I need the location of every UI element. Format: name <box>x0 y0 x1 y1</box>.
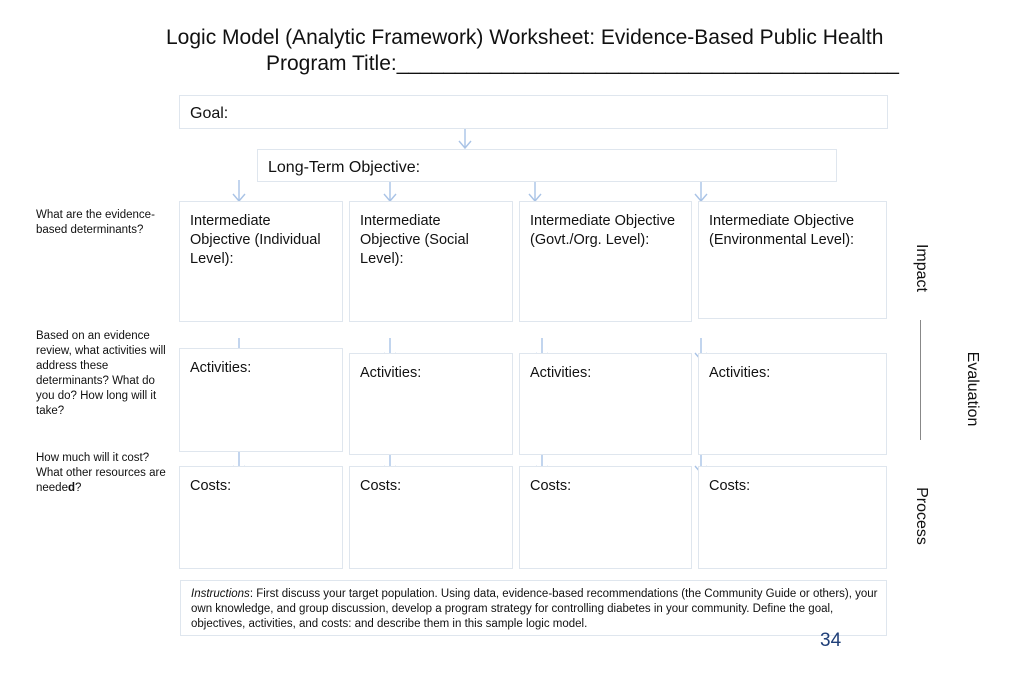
activities-box-environmental[interactable] <box>698 353 887 455</box>
impact-label: Impact <box>913 243 930 292</box>
long-term-objective-box[interactable] <box>257 149 837 182</box>
determinants-question: What are the evidence-based determinants? <box>36 209 155 236</box>
activities-label: Activities: <box>360 365 422 381</box>
intermediate-objective-individual-box[interactable] <box>179 201 343 322</box>
costs-question-text: How much will it cost? What other resources are neede <box>36 452 166 494</box>
instructions-text <box>191 587 881 632</box>
long-term-objective-label: Long-Term Objective: <box>268 159 421 176</box>
costs-box-individual[interactable] <box>179 466 343 569</box>
costs-question-bold: d <box>67 482 76 494</box>
instructions-label: Instructions <box>191 588 250 600</box>
goal-label: Goal: <box>190 105 229 122</box>
costs-box-social[interactable] <box>349 466 513 569</box>
page-number: 34 <box>820 630 842 651</box>
intermediate-objective-label: Intermediate Objective (Social Level): <box>360 213 469 267</box>
instructions-box <box>180 580 887 636</box>
intermediate-objective-govt-box[interactable] <box>519 201 692 322</box>
activities-box-govt[interactable] <box>519 353 692 455</box>
activities-box-individual[interactable] <box>179 348 343 452</box>
intermediate-objective-label: Intermediate Objective (Govt./Org. Level): <box>530 213 676 248</box>
intermediate-objective-social-box[interactable] <box>349 201 513 322</box>
intermediate-objective-environmental-box[interactable] <box>698 201 887 319</box>
costs-label: Costs: <box>360 478 402 494</box>
intermediate-objective-label: Intermediate Objective (Individual Level): <box>190 213 321 267</box>
activities-label: Activities: <box>530 365 592 381</box>
evaluation-divider <box>920 320 921 440</box>
costs-question <box>36 451 172 496</box>
costs-label: Costs: <box>530 478 572 494</box>
activities-question: Based on an evidence review, what activities will address these determinants? What do you do? How long will it take? <box>36 330 166 417</box>
activities-box-social[interactable] <box>349 353 513 455</box>
activities-label: Activities: <box>709 365 771 381</box>
worksheet-title: Logic Model (Analytic Framework) Worksheet: Evidence-Based Public Health <box>166 26 884 49</box>
intermediate-objective-label: Intermediate Objective (Environmental Level): <box>709 213 855 248</box>
costs-question-suffix: ? <box>75 482 82 494</box>
program-title-line: Program Title:___________________________________________ <box>266 52 899 75</box>
costs-box-environmental[interactable] <box>698 466 887 569</box>
goal-box[interactable] <box>179 95 888 129</box>
instructions-body: : First discuss your target population. Using data, evidence-based recommendations (the Community Guide or others), your own knowledge, and group discussion, develop a program strategy for controlling diabetes in your community. Define the goal, objectives, activities, and costs: and describe them in this sample logic model. <box>191 588 878 630</box>
costs-box-govt[interactable] <box>519 466 692 569</box>
evaluation-label: Evaluation <box>964 351 981 427</box>
costs-label: Costs: <box>709 478 751 494</box>
activities-label: Activities: <box>190 360 252 376</box>
process-label: Process <box>913 487 930 545</box>
costs-label: Costs: <box>190 478 232 494</box>
